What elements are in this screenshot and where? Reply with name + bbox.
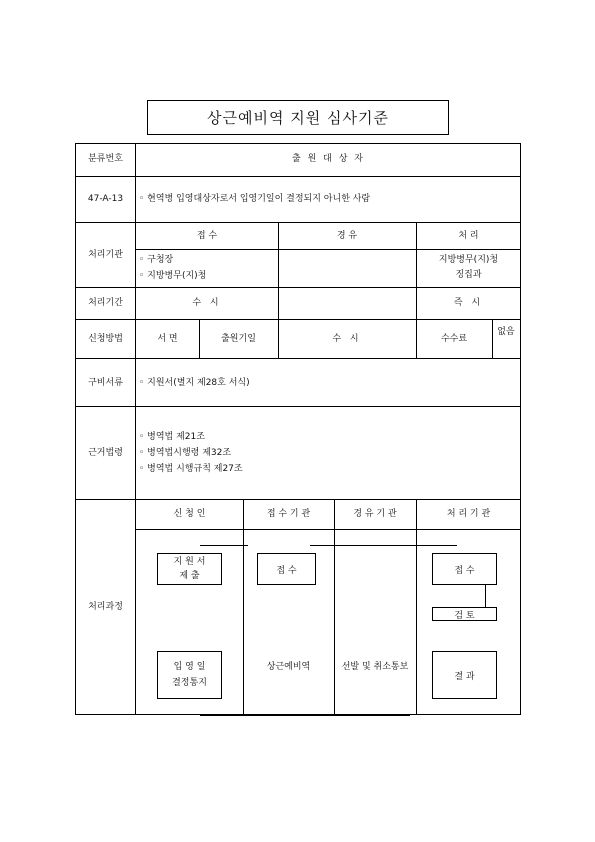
process-col-receiving: 접 수 기 관 [266,509,311,519]
label-agency: 처리기관 [88,250,123,260]
agency-col-receive: 접 수 [196,231,218,241]
header-target: 출 원 대 상 자 [292,154,365,164]
process-col-applicant: 신 청 인 [173,509,206,519]
agency-col-via: 경 유 [336,231,358,241]
box-notice-line: 결정통지 [172,678,207,688]
label-classification: 분류번호 [88,154,123,164]
box-submit-application [157,553,222,585]
box-notice [157,651,222,699]
process-col-via: 경 유 기 관 [353,509,397,519]
flow-connector [310,545,457,546]
box-submit-line: 제 출 [179,571,200,581]
agency-col-process: 처 리 [458,231,479,241]
method-anytime: 수 시 [332,334,362,344]
law-item: ◦ 병역법시행령 제32조 [139,448,232,458]
label-period: 처리기간 [88,298,123,308]
agency-item: ◦ 지방병무(지)청 [139,271,207,281]
period-value: 수 시 [192,298,222,308]
classification-code: 47-A-13 [87,194,124,204]
method-fee-value: 없음 [497,327,515,337]
method-application-date: 출원기일 [221,334,256,344]
flow-connector [485,585,486,607]
label-selection-notice: 선발 및 취소통보 [341,662,409,672]
box-submit-line: 지 원 서 [173,557,206,567]
label-law: 근거법령 [88,448,123,458]
box-result: 결 과 [432,651,497,699]
method-fee-label: 수수료 [440,334,468,344]
agency-result: 징집과 [455,270,482,280]
flow-connector [200,545,248,546]
label-reserve-soldier: 상근예비역 [266,662,311,672]
box-process-receive: 접 수 [432,553,497,585]
label-method: 신청방법 [88,334,123,344]
box-receive: 접 수 [257,553,316,585]
law-item: ◦ 병역법 시행규칙 제27조 [139,464,243,474]
box-notice-line: 입 영 일 [173,662,206,672]
process-col-handling: 처 리 기 관 [446,509,491,519]
documents-value: ◦ 지원서(별지 제28호 서식) [139,378,250,388]
agency-item: ◦ 구청장 [139,255,174,265]
law-item: ◦ 병역법 제21조 [139,432,205,442]
label-process: 처리과정 [88,602,123,612]
flow-connector [200,715,410,716]
page-title: 상근예비역 지원 심사기준 [147,100,449,135]
classification-value: ◦ 현역병 입영대상자로서 입영기일이 결정되지 아니한 사람 [139,194,371,204]
label-documents: 구비서류 [88,378,123,388]
method-written: 서 면 [157,334,178,344]
box-review: 검 토 [432,607,497,621]
agency-result: 지방병무(지)청 [438,255,499,265]
period-immediate: 즉 시 [453,298,484,308]
